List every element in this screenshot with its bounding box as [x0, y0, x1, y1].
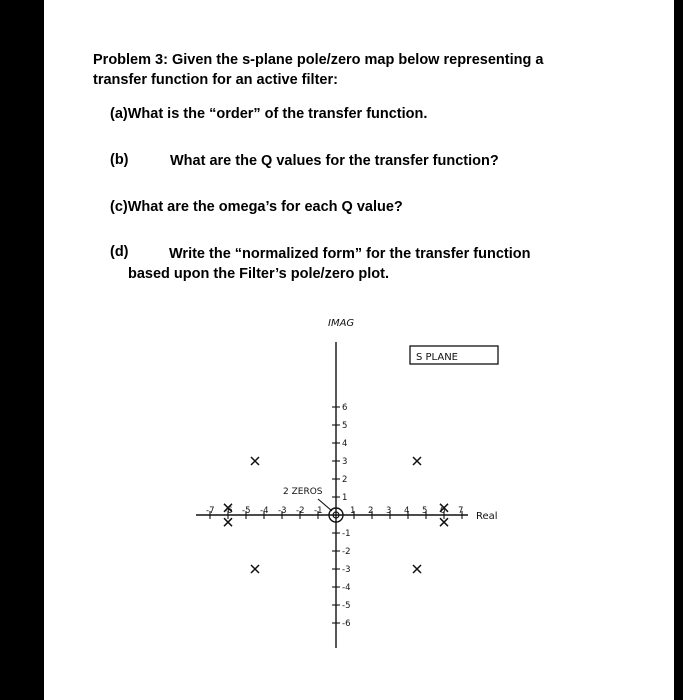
part-b-label: (b) [110, 152, 129, 168]
y-tick-label: -1 [342, 529, 351, 539]
part-c: (c)What are the omega’s for each Q value? [110, 199, 403, 215]
x-tick-label: 2 [368, 506, 374, 516]
y-tick-label: 3 [342, 457, 348, 467]
part-d-label: (d) [110, 244, 129, 260]
x-tick-label: 7 [458, 506, 464, 516]
problem-intro-line2: transfer function for an active filter: [93, 72, 338, 88]
x-axis-label: Real [476, 511, 498, 522]
x-tick-label: 3 [386, 506, 392, 516]
pole-marker [413, 457, 421, 465]
y-tick-label: 4 [342, 439, 348, 449]
y-tick-label: -3 [342, 565, 351, 575]
y-tick-label: -6 [342, 619, 351, 629]
x-tick-label: -4 [260, 506, 269, 516]
x-tick-label: -5 [242, 506, 251, 516]
y-tick-label: 5 [342, 421, 348, 431]
x-tick-label: -2 [296, 506, 305, 516]
x-tick-label: -7 [206, 506, 215, 516]
x-tick-label: -1 [314, 506, 323, 516]
x-tick-label: 6 [440, 506, 446, 516]
x-tick-label: -6 [224, 506, 233, 516]
x-tick-label: -3 [278, 506, 287, 516]
pole-marker [440, 518, 448, 526]
problem-intro-line1: Problem 3: Given the s-plane pole/zero map below representing a [93, 52, 544, 68]
pole-marker [413, 565, 421, 573]
y-tick-label: 6 [342, 403, 348, 413]
x-tick-label: 1 [350, 506, 356, 516]
x-tick-label: 4 [404, 506, 410, 516]
y-tick-label: -5 [342, 601, 351, 611]
x-tick-label: 5 [422, 506, 428, 516]
zeros-annotation: 2 ZEROS [283, 487, 323, 497]
y-tick-label: 1 [342, 493, 348, 503]
part-a: (a)What is the “order” of the transfer function. [110, 106, 428, 122]
y-tick-label: -4 [342, 583, 351, 593]
pole-marker [251, 457, 259, 465]
pole-marker [251, 565, 259, 573]
s-plane-title: S PLANE [416, 352, 458, 363]
part-b-text: What are the Q values for the transfer function? [170, 153, 499, 169]
y-tick-label: 2 [342, 475, 348, 485]
part-d-line2: based upon the Filter’s pole/zero plot. [128, 266, 390, 282]
y-tick-label: -2 [342, 547, 351, 557]
y-axis-label: IMAG [328, 318, 355, 329]
part-d-text: Write the “normalized form” for the transfer function [169, 246, 531, 262]
pole-marker [224, 518, 232, 526]
